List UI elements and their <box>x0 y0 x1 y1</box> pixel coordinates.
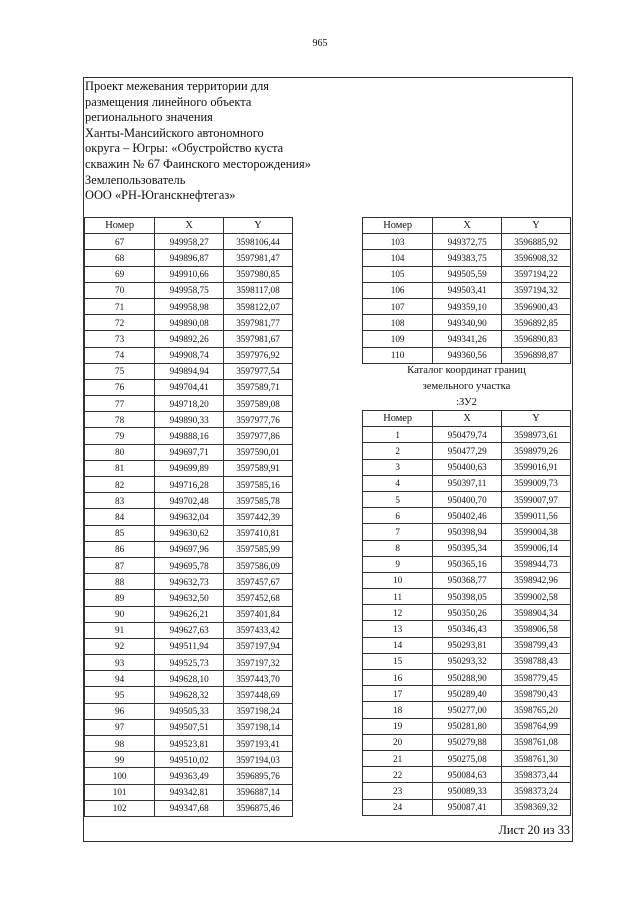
x-coordinate-cell: 950368,77 <box>433 572 502 588</box>
y-coordinate-cell: 3599006,14 <box>502 540 571 556</box>
table-row <box>85 428 293 444</box>
table-row <box>363 524 571 540</box>
table-row <box>363 540 571 556</box>
table-row <box>363 686 571 702</box>
y-coordinate-cell: 3598906,58 <box>502 621 571 637</box>
point-number-cell: 71 <box>85 298 155 314</box>
point-number-cell: 107 <box>363 298 433 314</box>
y-coordinate-cell: 3597198,24 <box>224 703 293 719</box>
x-coordinate-cell: 950346,43 <box>433 621 502 637</box>
table-row <box>85 687 293 703</box>
table-header-row <box>85 218 293 234</box>
x-coordinate-cell: 950400,70 <box>433 491 502 507</box>
table-row <box>363 443 571 459</box>
table-header-row <box>363 411 571 427</box>
point-number-cell: 101 <box>85 784 155 800</box>
y-coordinate-cell: 3598764,99 <box>502 718 571 734</box>
table-row <box>85 363 293 379</box>
y-coordinate-cell: 3598790,43 <box>502 686 571 702</box>
x-coordinate-cell: 949342,81 <box>155 784 224 800</box>
table-row <box>85 298 293 314</box>
point-number-cell: 81 <box>85 460 155 476</box>
x-coordinate-cell: 950397,11 <box>433 475 502 491</box>
y-coordinate-cell: 3597433,42 <box>224 622 293 638</box>
x-coordinate-cell: 949958,75 <box>155 282 224 298</box>
point-number-cell: 90 <box>85 606 155 622</box>
point-number-cell: 16 <box>363 670 433 686</box>
point-number-cell: 93 <box>85 655 155 671</box>
point-number-cell: 77 <box>85 396 155 412</box>
point-number-cell: 68 <box>85 250 155 266</box>
point-number-cell: 84 <box>85 509 155 525</box>
x-coordinate-cell: 949632,50 <box>155 590 224 606</box>
x-coordinate-cell: 949628,32 <box>155 687 224 703</box>
point-number-cell: 110 <box>363 347 433 363</box>
point-number-cell: 94 <box>85 671 155 687</box>
x-coordinate-cell: 949699,89 <box>155 460 224 476</box>
table-row <box>85 655 293 671</box>
y-coordinate-cell: 3597442,39 <box>224 509 293 525</box>
y-coordinate-cell: 3598106,44 <box>224 234 293 250</box>
point-number-cell: 73 <box>85 331 155 347</box>
y-coordinate-cell: 3597443,70 <box>224 671 293 687</box>
x-coordinate-cell: 950281,80 <box>433 718 502 734</box>
table-row <box>363 734 571 750</box>
point-number-cell: 9 <box>363 556 433 572</box>
point-number-cell: 109 <box>363 331 433 347</box>
table-row <box>363 266 571 282</box>
point-number-cell: 24 <box>363 799 433 815</box>
x-coordinate-cell: 949702,48 <box>155 493 224 509</box>
point-number-cell: 74 <box>85 347 155 363</box>
coordinates-table-right-top <box>362 217 571 364</box>
y-coordinate-cell: 3599016,91 <box>502 459 571 475</box>
x-coordinate-cell: 949503,41 <box>433 282 502 298</box>
table-row <box>85 347 293 363</box>
x-coordinate-cell: 949632,73 <box>155 574 224 590</box>
y-coordinate-cell: 3596885,92 <box>502 234 571 250</box>
y-coordinate-cell: 3598765,20 <box>502 702 571 718</box>
y-coordinate-cell: 3597585,16 <box>224 477 293 493</box>
x-coordinate-cell: 950350,26 <box>433 605 502 621</box>
table-row <box>85 331 293 347</box>
x-coordinate-cell: 949908,74 <box>155 347 224 363</box>
y-coordinate-cell: 3597980,85 <box>224 266 293 282</box>
y-coordinate-cell: 3597590,01 <box>224 444 293 460</box>
x-coordinate-cell: 949892,26 <box>155 331 224 347</box>
y-coordinate-cell: 3597977,54 <box>224 363 293 379</box>
y-coordinate-cell: 3597589,71 <box>224 379 293 395</box>
catalog-title: Каталог координат границ земельного участка :ЗУ2 <box>407 365 526 408</box>
y-coordinate-cell: 3597589,08 <box>224 396 293 412</box>
y-coordinate-cell: 3598973,61 <box>502 427 571 443</box>
x-coordinate-cell: 949628,10 <box>155 671 224 687</box>
table-row <box>363 475 571 491</box>
point-number-cell: 91 <box>85 622 155 638</box>
x-coordinate-cell: 949958,27 <box>155 234 224 250</box>
point-number-cell: 5 <box>363 491 433 507</box>
point-number-cell: 4 <box>363 475 433 491</box>
x-coordinate-cell: 950479,74 <box>433 427 502 443</box>
x-coordinate-cell: 950395,34 <box>433 540 502 556</box>
table-row <box>363 331 571 347</box>
table-row <box>85 493 293 509</box>
x-coordinate-cell: 949505,33 <box>155 703 224 719</box>
coordinates-table-zu2 <box>362 410 571 816</box>
y-coordinate-cell: 3598373,24 <box>502 783 571 799</box>
table-row <box>85 460 293 476</box>
table-row <box>85 703 293 719</box>
x-coordinate-cell: 949359,10 <box>433 298 502 314</box>
x-coordinate-cell: 949718,20 <box>155 396 224 412</box>
table-row <box>363 572 571 588</box>
y-coordinate-cell: 3598944,73 <box>502 556 571 572</box>
x-coordinate-cell: 949340,90 <box>433 315 502 331</box>
point-number-cell: 76 <box>85 379 155 395</box>
x-coordinate-cell: 949630,62 <box>155 525 224 541</box>
y-coordinate-cell: 3597198,14 <box>224 719 293 735</box>
y-coordinate-cell: 3597977,76 <box>224 412 293 428</box>
table-row <box>85 282 293 298</box>
point-number-cell: 75 <box>85 363 155 379</box>
point-number-cell: 83 <box>85 493 155 509</box>
table-row <box>363 670 571 686</box>
point-number-cell: 106 <box>363 282 433 298</box>
point-number-cell: 18 <box>363 702 433 718</box>
column-header-y: Y <box>224 218 293 234</box>
x-coordinate-cell: 950089,33 <box>433 783 502 799</box>
y-coordinate-cell: 3598799,43 <box>502 637 571 653</box>
point-number-cell: 6 <box>363 508 433 524</box>
table-row <box>85 315 293 331</box>
y-coordinate-cell: 3597981,67 <box>224 331 293 347</box>
column-header-number: Номер <box>85 218 155 234</box>
y-coordinate-cell: 3598761,08 <box>502 734 571 750</box>
y-coordinate-cell: 3597585,99 <box>224 541 293 557</box>
x-coordinate-cell: 950402,46 <box>433 508 502 524</box>
point-number-cell: 1 <box>363 427 433 443</box>
y-coordinate-cell: 3598942,96 <box>502 572 571 588</box>
table-row <box>363 767 571 783</box>
x-coordinate-cell: 949383,75 <box>433 250 502 266</box>
table-row <box>363 427 571 443</box>
y-coordinate-cell: 3598373,44 <box>502 767 571 783</box>
x-coordinate-cell: 949632,04 <box>155 509 224 525</box>
table-row <box>85 250 293 266</box>
y-coordinate-cell: 3599007,97 <box>502 491 571 507</box>
x-coordinate-cell: 949505,59 <box>433 266 502 282</box>
x-coordinate-cell: 949510,02 <box>155 752 224 768</box>
table-row <box>363 637 571 653</box>
table-row <box>363 750 571 766</box>
y-coordinate-cell: 3597585,78 <box>224 493 293 509</box>
x-coordinate-cell: 950365,16 <box>433 556 502 572</box>
y-coordinate-cell: 3596908,32 <box>502 250 571 266</box>
point-number-cell: 22 <box>363 767 433 783</box>
point-number-cell: 72 <box>85 315 155 331</box>
y-coordinate-cell: 3597401,84 <box>224 606 293 622</box>
point-number-cell: 70 <box>85 282 155 298</box>
y-coordinate-cell: 3597194,22 <box>502 266 571 282</box>
table-row <box>85 477 293 493</box>
y-coordinate-cell: 3598122,07 <box>224 298 293 314</box>
table-row <box>85 266 293 282</box>
x-coordinate-cell: 949890,33 <box>155 412 224 428</box>
table-row <box>85 736 293 752</box>
point-number-cell: 3 <box>363 459 433 475</box>
point-number-cell: 17 <box>363 686 433 702</box>
table-row <box>363 702 571 718</box>
x-coordinate-cell: 950400,63 <box>433 459 502 475</box>
table-row <box>363 491 571 507</box>
table-row <box>363 605 571 621</box>
column-header-x: X <box>433 411 502 427</box>
y-coordinate-cell: 3597197,32 <box>224 655 293 671</box>
point-number-cell: 21 <box>363 750 433 766</box>
project-header: Проект межевания территории для размещения линейного объекта регионального значения Ханты-Мансийского автономного округа – Югры: «Обустройство куста скважин № 67 Фаинского месторождения» Землепользователь ООО «РН-Юганскнефтегаз» <box>85 79 311 203</box>
y-coordinate-cell: 3597977,86 <box>224 428 293 444</box>
table-row <box>85 444 293 460</box>
point-number-cell: 8 <box>363 540 433 556</box>
y-coordinate-cell: 3599011,56 <box>502 508 571 524</box>
y-coordinate-cell: 3598788,43 <box>502 653 571 669</box>
sheet-counter: Лист 20 из 33 <box>498 823 570 837</box>
x-coordinate-cell: 949511,94 <box>155 638 224 654</box>
point-number-cell: 100 <box>85 768 155 784</box>
table-row <box>85 590 293 606</box>
table-row <box>85 800 293 816</box>
x-coordinate-cell: 950398,94 <box>433 524 502 540</box>
point-number-cell: 15 <box>363 653 433 669</box>
table-row <box>363 234 571 250</box>
table-row <box>85 509 293 525</box>
x-coordinate-cell: 949890,08 <box>155 315 224 331</box>
point-number-cell: 67 <box>85 234 155 250</box>
y-coordinate-cell: 3597410,81 <box>224 525 293 541</box>
table-row <box>85 752 293 768</box>
y-coordinate-cell: 3596887,14 <box>224 784 293 800</box>
x-coordinate-cell: 949627,63 <box>155 622 224 638</box>
x-coordinate-cell: 950477,29 <box>433 443 502 459</box>
x-coordinate-cell: 949716,28 <box>155 477 224 493</box>
point-number-cell: 108 <box>363 315 433 331</box>
x-coordinate-cell: 950293,32 <box>433 653 502 669</box>
x-coordinate-cell: 949507,51 <box>155 719 224 735</box>
x-coordinate-cell: 950084,63 <box>433 767 502 783</box>
table-row <box>363 589 571 605</box>
point-number-cell: 2 <box>363 443 433 459</box>
x-coordinate-cell: 950289,40 <box>433 686 502 702</box>
table-row <box>363 799 571 815</box>
x-coordinate-cell: 950288,90 <box>433 670 502 686</box>
point-number-cell: 80 <box>85 444 155 460</box>
point-number-cell: 102 <box>85 800 155 816</box>
coordinates-table-left <box>84 217 293 817</box>
table-row <box>363 718 571 734</box>
y-coordinate-cell: 3597981,47 <box>224 250 293 266</box>
table-row <box>85 622 293 638</box>
table-row <box>363 508 571 524</box>
point-number-cell: 98 <box>85 736 155 752</box>
point-number-cell: 96 <box>85 703 155 719</box>
y-coordinate-cell: 3597197,94 <box>224 638 293 654</box>
column-header-x: X <box>155 218 224 234</box>
y-coordinate-cell: 3598369,32 <box>502 799 571 815</box>
point-number-cell: 105 <box>363 266 433 282</box>
x-coordinate-cell: 949697,71 <box>155 444 224 460</box>
column-header-x: X <box>433 218 502 234</box>
point-number-cell: 103 <box>363 234 433 250</box>
x-coordinate-cell: 949363,49 <box>155 768 224 784</box>
table-row <box>85 412 293 428</box>
x-coordinate-cell: 949341,26 <box>433 331 502 347</box>
x-coordinate-cell: 949894,94 <box>155 363 224 379</box>
x-coordinate-cell: 950279,88 <box>433 734 502 750</box>
y-coordinate-cell: 3596900,43 <box>502 298 571 314</box>
x-coordinate-cell: 950275,08 <box>433 750 502 766</box>
table-row <box>85 541 293 557</box>
y-coordinate-cell: 3598117,08 <box>224 282 293 298</box>
table-row <box>85 638 293 654</box>
table-row <box>85 784 293 800</box>
y-coordinate-cell: 3596890,83 <box>502 331 571 347</box>
point-number-cell: 95 <box>85 687 155 703</box>
point-number-cell: 82 <box>85 477 155 493</box>
point-number-cell: 78 <box>85 412 155 428</box>
x-coordinate-cell: 949347,68 <box>155 800 224 816</box>
x-coordinate-cell: 950293,81 <box>433 637 502 653</box>
column-header-y: Y <box>502 411 571 427</box>
y-coordinate-cell: 3597194,32 <box>502 282 571 298</box>
y-coordinate-cell: 3597193,41 <box>224 736 293 752</box>
point-number-cell: 12 <box>363 605 433 621</box>
x-coordinate-cell: 950277,00 <box>433 702 502 718</box>
point-number-cell: 19 <box>363 718 433 734</box>
x-coordinate-cell: 949525,73 <box>155 655 224 671</box>
y-coordinate-cell: 3596895,76 <box>224 768 293 784</box>
x-coordinate-cell: 949896,87 <box>155 250 224 266</box>
point-number-cell: 23 <box>363 783 433 799</box>
point-number-cell: 88 <box>85 574 155 590</box>
point-number-cell: 86 <box>85 541 155 557</box>
table-row <box>85 234 293 250</box>
page-number: 965 <box>312 38 328 49</box>
y-coordinate-cell: 3597976,92 <box>224 347 293 363</box>
x-coordinate-cell: 949523,81 <box>155 736 224 752</box>
table-row <box>363 298 571 314</box>
x-coordinate-cell: 950398,05 <box>433 589 502 605</box>
x-coordinate-cell: 949360,56 <box>433 347 502 363</box>
table-row <box>85 525 293 541</box>
table-row <box>85 574 293 590</box>
y-coordinate-cell: 3597981,77 <box>224 315 293 331</box>
point-number-cell: 79 <box>85 428 155 444</box>
x-coordinate-cell: 949888,16 <box>155 428 224 444</box>
y-coordinate-cell: 3597457,67 <box>224 574 293 590</box>
x-coordinate-cell: 950087,41 <box>433 799 502 815</box>
column-header-number: Номер <box>363 411 433 427</box>
point-number-cell: 20 <box>363 734 433 750</box>
table-row <box>85 606 293 622</box>
table-row <box>85 768 293 784</box>
point-number-cell: 13 <box>363 621 433 637</box>
y-coordinate-cell: 3596898,87 <box>502 347 571 363</box>
table-row <box>85 557 293 573</box>
point-number-cell: 89 <box>85 590 155 606</box>
table-row <box>363 621 571 637</box>
point-number-cell: 11 <box>363 589 433 605</box>
column-header-number: Номер <box>363 218 433 234</box>
table-row <box>363 556 571 572</box>
y-coordinate-cell: 3596875,46 <box>224 800 293 816</box>
point-number-cell: 99 <box>85 752 155 768</box>
y-coordinate-cell: 3598779,45 <box>502 670 571 686</box>
column-header-y: Y <box>502 218 571 234</box>
point-number-cell: 104 <box>363 250 433 266</box>
point-number-cell: 7 <box>363 524 433 540</box>
y-coordinate-cell: 3599009,73 <box>502 475 571 491</box>
x-coordinate-cell: 949910,66 <box>155 266 224 282</box>
x-coordinate-cell: 949697,96 <box>155 541 224 557</box>
table-row <box>85 379 293 395</box>
x-coordinate-cell: 949695,78 <box>155 557 224 573</box>
table-row <box>363 459 571 475</box>
point-number-cell: 69 <box>85 266 155 282</box>
point-number-cell: 92 <box>85 638 155 654</box>
x-coordinate-cell: 949626,21 <box>155 606 224 622</box>
y-coordinate-cell: 3597194,03 <box>224 752 293 768</box>
y-coordinate-cell: 3597589,91 <box>224 460 293 476</box>
point-number-cell: 10 <box>363 572 433 588</box>
point-number-cell: 87 <box>85 557 155 573</box>
table-row <box>363 315 571 331</box>
table-row <box>363 250 571 266</box>
point-number-cell: 97 <box>85 719 155 735</box>
y-coordinate-cell: 3597448,69 <box>224 687 293 703</box>
x-coordinate-cell: 949372,75 <box>433 234 502 250</box>
table-row <box>363 653 571 669</box>
table-row <box>85 671 293 687</box>
table-row <box>363 347 571 363</box>
table-row <box>85 396 293 412</box>
table-row <box>85 719 293 735</box>
y-coordinate-cell: 3597452,68 <box>224 590 293 606</box>
y-coordinate-cell: 3598904,34 <box>502 605 571 621</box>
y-coordinate-cell: 3599004,38 <box>502 524 571 540</box>
point-number-cell: 14 <box>363 637 433 653</box>
y-coordinate-cell: 3599002,58 <box>502 589 571 605</box>
table-row <box>363 282 571 298</box>
table-header-row <box>363 218 571 234</box>
point-number-cell: 85 <box>85 525 155 541</box>
y-coordinate-cell: 3597586,09 <box>224 557 293 573</box>
table-row <box>363 783 571 799</box>
x-coordinate-cell: 949704,41 <box>155 379 224 395</box>
x-coordinate-cell: 949958,98 <box>155 298 224 314</box>
y-coordinate-cell: 3598761,30 <box>502 750 571 766</box>
y-coordinate-cell: 3598979,26 <box>502 443 571 459</box>
y-coordinate-cell: 3596892,85 <box>502 315 571 331</box>
